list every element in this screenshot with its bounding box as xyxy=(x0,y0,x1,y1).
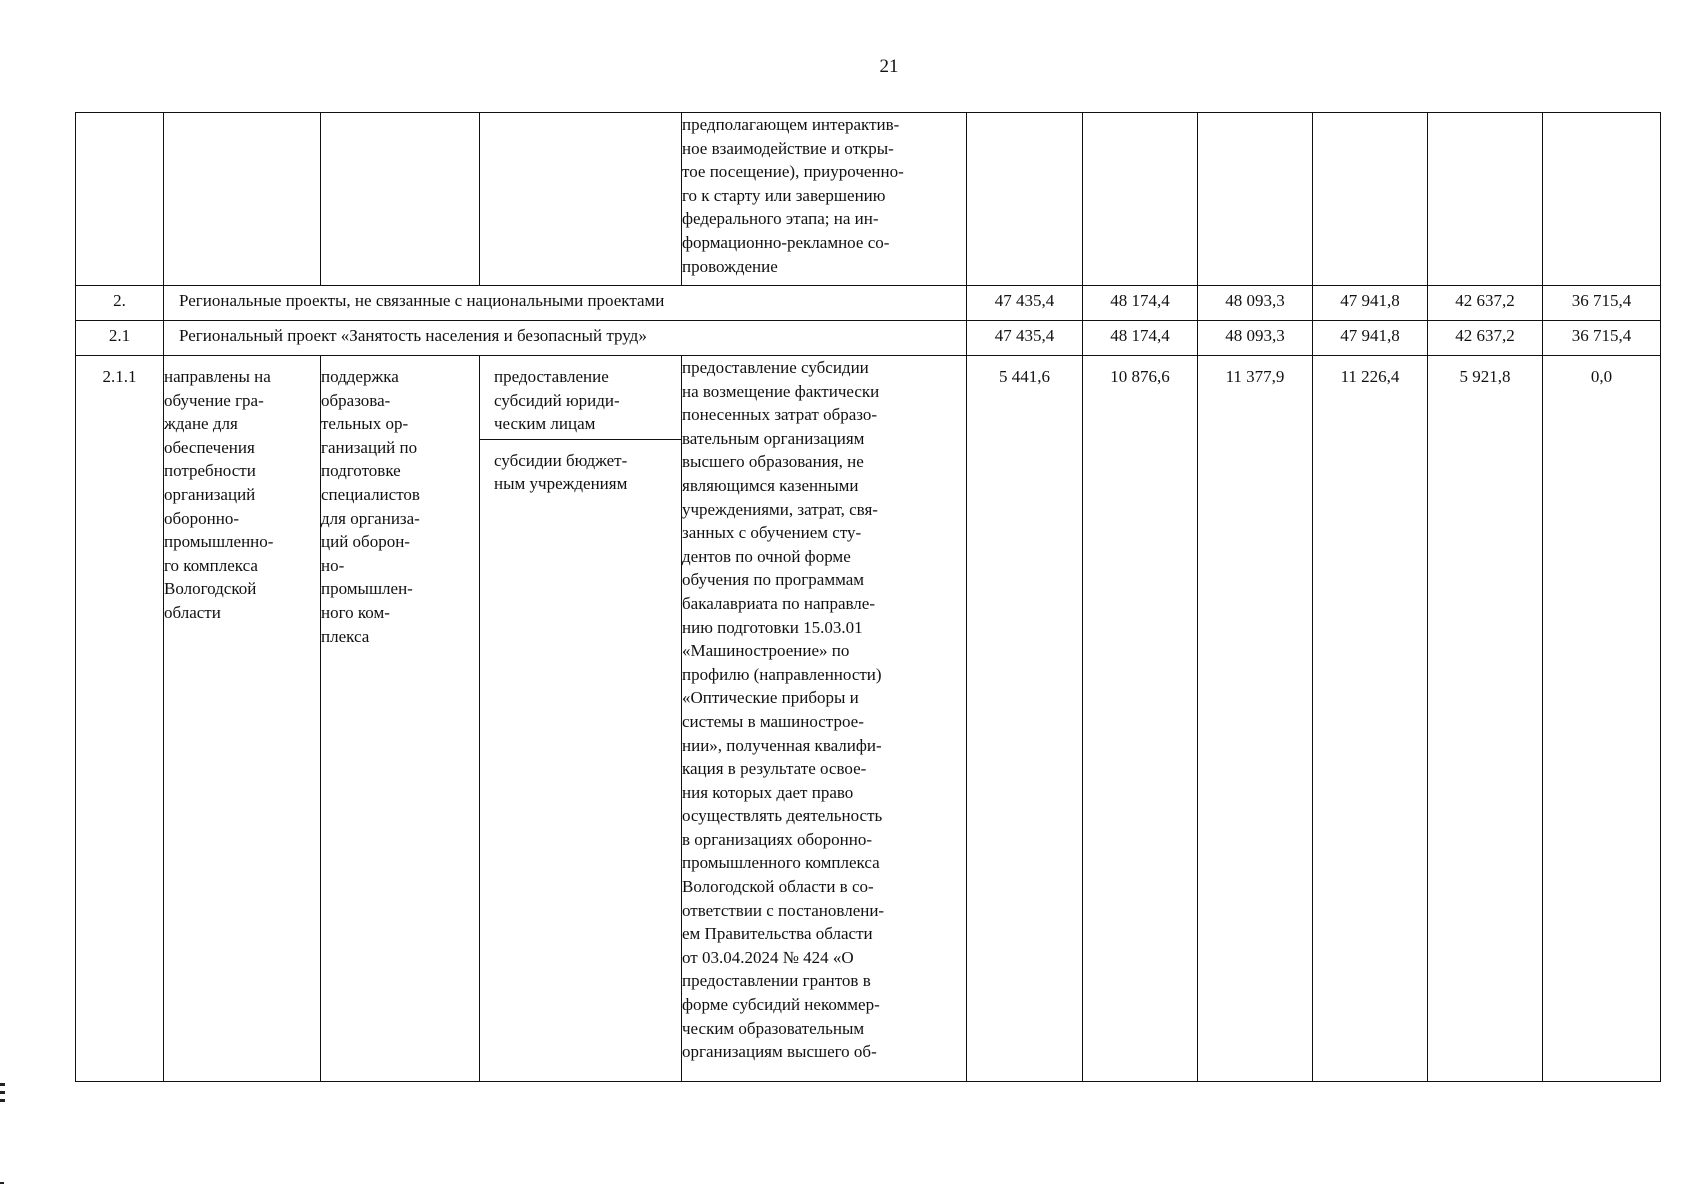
scan-mark xyxy=(0,1091,5,1094)
item-description: предоставление субсидии на возмещение фактически понесенных затрат образо- вательным организациям высшего образования, не являющимся казенными учреждениями, затрат, свя- занных с обучением сту- дентов по очной форме обучения по программам бакалавриата по направле- нию подготовки 15.03.01 «Машиностроение» по профилю (направленности) «Оптические приборы и системы в машинострое- нии», полученная квалифи- кация в результате освое- ния которых дает право осуществлять деятельность в организациях оборонно- промышленного комплекса Вологодской области в со- ответствии с постановлени- ем Правительства области от 03.04.2024 № 424 «О предоставлении грантов в форме субсидий некоммер- ческим образовательным организациям высшего об- xyxy=(682,358,885,1062)
cell-continuation-text xyxy=(682,113,967,286)
value-cell: 47 941,8 xyxy=(1313,286,1428,321)
scan-mark xyxy=(0,1083,5,1086)
row-label: Региональные проекты, не связанные с национальными проектами xyxy=(164,286,967,321)
cell-measure xyxy=(321,356,480,1082)
scan-mark xyxy=(0,1182,4,1184)
value-cell: 48 174,4 xyxy=(1083,321,1198,356)
table-row-section xyxy=(76,286,1661,321)
value-cell: 42 637,2 xyxy=(1428,286,1543,321)
value-cell: 48 093,3 xyxy=(1198,321,1313,356)
cell-empty xyxy=(1543,113,1661,286)
cell-empty xyxy=(321,113,480,286)
value-cell: 5 921,8 xyxy=(1428,356,1543,1082)
page-number: 21 xyxy=(879,56,899,77)
value-cell: 48 174,4 xyxy=(1083,286,1198,321)
cell-empty xyxy=(480,113,682,286)
value-cell: 47 435,4 xyxy=(967,286,1083,321)
cell-empty xyxy=(1198,113,1313,286)
recipient-type-budget-institutions: субсидии бюджет- ным учреждениям xyxy=(494,450,628,494)
budget-table xyxy=(75,112,1661,1082)
table-row-item xyxy=(76,356,1661,1082)
row-number: 2.1 xyxy=(76,321,164,356)
value-cell: 42 637,2 xyxy=(1428,321,1543,356)
cell-empty xyxy=(967,113,1083,286)
table-row-project xyxy=(76,321,1661,356)
value-cell: 48 093,3 xyxy=(1198,286,1313,321)
value-cell: 11 226,4 xyxy=(1313,356,1428,1082)
item-number: 2.1.1 xyxy=(76,356,164,1082)
scan-mark xyxy=(0,1099,5,1102)
cell-empty xyxy=(1083,113,1198,286)
cell-empty xyxy=(1313,113,1428,286)
cell-empty xyxy=(76,113,164,286)
cell-purpose xyxy=(164,356,321,1082)
cell-empty xyxy=(164,113,321,286)
value-cell: 36 715,4 xyxy=(1543,286,1661,321)
value-cell: 0,0 xyxy=(1543,356,1661,1082)
item-purpose: направлены на обучение гра- ждане для обеспечения потребности организаций оборонно- промышленно- го комплекса Вологодской области xyxy=(164,367,274,622)
value-cell: 36 715,4 xyxy=(1543,321,1661,356)
value-cell: 5 441,6 xyxy=(967,356,1083,1082)
value-cell: 11 377,9 xyxy=(1198,356,1313,1082)
cell-description xyxy=(682,356,967,1082)
row-label: Региональный проект «Занятость населения и безопасный труд» xyxy=(164,321,967,356)
table-row-continuation xyxy=(76,113,1661,286)
recipient-type-legal-entities: предоставление субсидий юриди- ческим лицам xyxy=(480,356,681,440)
cell-empty xyxy=(1428,113,1543,286)
row-number: 2. xyxy=(76,286,164,321)
continuation-text: предполагающем интерактив- ное взаимодействие и откры- тое посещение), приуроченно- го к старту или завершению федерального этапа; на ин- формационно-рекламное со- провождение xyxy=(682,115,904,276)
value-cell: 10 876,6 xyxy=(1083,356,1198,1082)
value-cell: 47 435,4 xyxy=(967,321,1083,356)
cell-recipient-types xyxy=(480,356,682,1082)
value-cell: 47 941,8 xyxy=(1313,321,1428,356)
item-measure: поддержка образова- тельных ор- ганизаций по подготовке специалистов для организа- ций оборон- но- промышлен- ного ком- плекса xyxy=(321,367,420,646)
